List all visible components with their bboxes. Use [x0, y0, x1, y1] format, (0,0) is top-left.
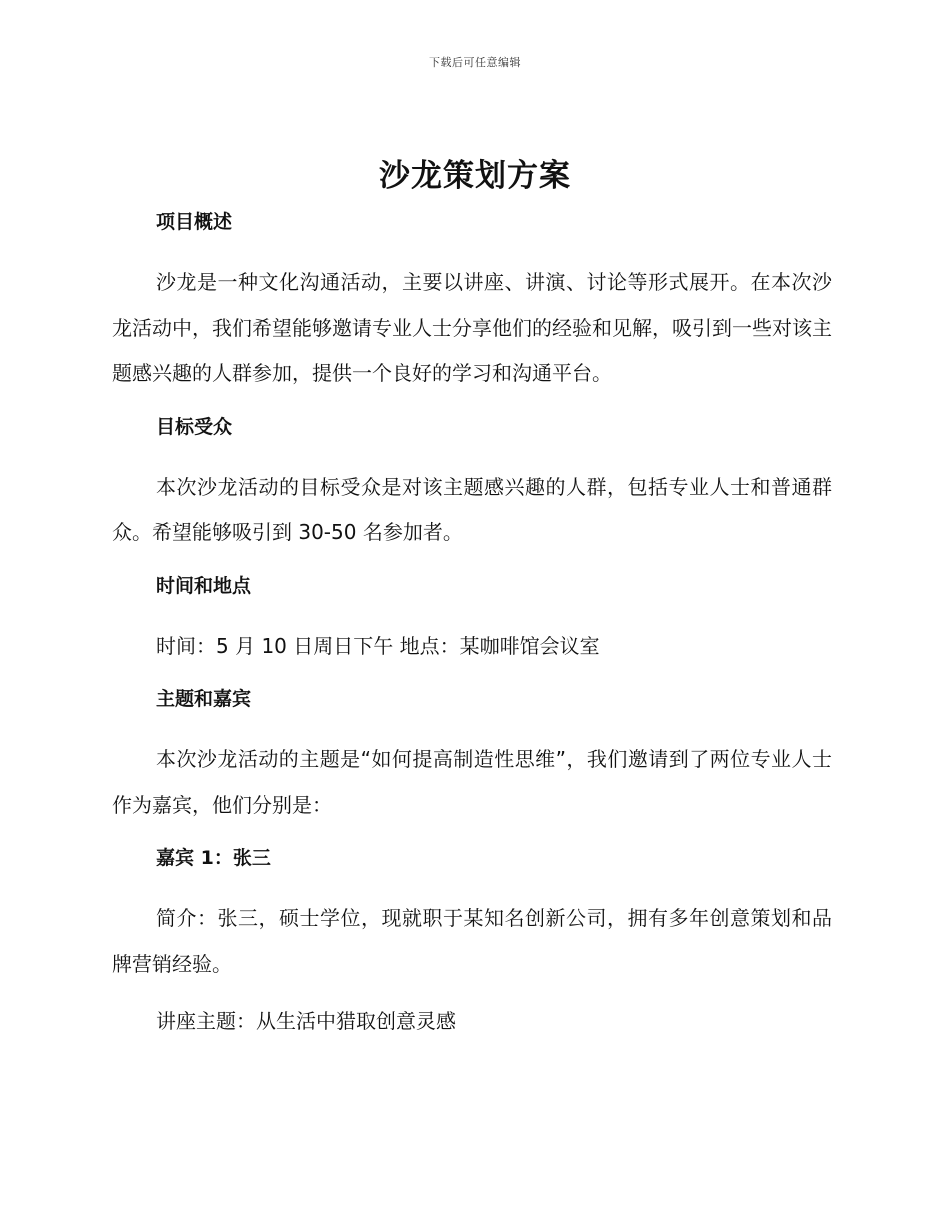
- guest-1-heading: 嘉宾 1：张三: [156, 847, 271, 869]
- guest-1-intro: 简介：张三，硕士学位，现就职于某知名创新公司，拥有多年创意策划和品牌营销经验。: [112, 906, 832, 976]
- section-heading-time-place: 时间和地点: [156, 574, 252, 597]
- section-body-overview: 沙龙是一种文化沟通活动，主要以讲座、讲演、讨论等形式展开。在本次沙龙活动中，我们希望能够邀请专业人士分享他们的经验和见解，吸引到一些对该主题感兴趣的人群参加，提供一个良好的学习和沟通平台。: [112, 270, 832, 385]
- document-body: [112, 204, 832, 1045]
- section-body-audience: 本次沙龙活动的目标受众是对该主题感兴趣的人群，包括专业人士和普通群众。希望能够吸引到 30-50 名参加者。: [112, 474, 832, 544]
- document-title: 沙龙策划方案: [379, 158, 571, 194]
- guest-1-topic: 讲座主题：从生活中猎取创意灵感: [156, 1009, 456, 1033]
- section-heading-audience: 目标受众: [156, 415, 233, 438]
- section-heading-theme-guests: 主题和嘉宾: [156, 688, 252, 710]
- section-body-time-place: 时间：5 月 10 日周日下午 地点：某咖啡馆会议室: [156, 633, 600, 658]
- page-header: 下载后可任意编辑: [429, 56, 521, 69]
- section-heading-overview: 项目概述: [156, 211, 233, 233]
- section-body-theme-guests: 本次沙龙活动的主题是“如何提高制造性思维”，我们邀请到了两位专业人士作为嘉宾，他们分别是：: [112, 747, 832, 817]
